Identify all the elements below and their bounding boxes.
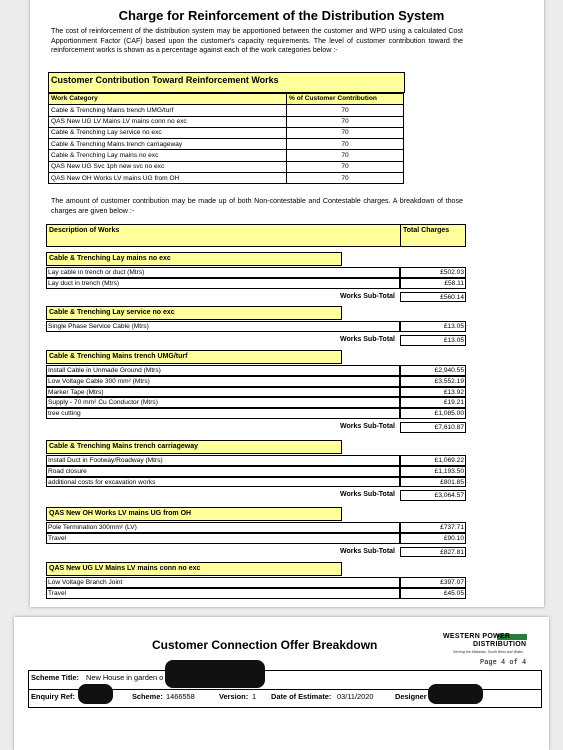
work-item-description: Install Duct in Footway/Roadway (Mtrs): [46, 455, 400, 466]
work-item-description: Install Cable in Unmade Ground (Mtrs): [46, 365, 400, 376]
date-of-estimate-label: Date of Estimate:: [271, 692, 332, 701]
col-work-category: Work Category: [49, 94, 287, 105]
section-title: Cable & Trenching Lay mains no exc: [46, 252, 342, 266]
contribution-row: [49, 150, 404, 161]
work-item-description: Low Voltage Branch Joint: [46, 577, 400, 588]
wpd-logo-line2: DISTRIBUTION: [473, 641, 527, 648]
col-percent-contribution: % of Customer Contribution: [287, 94, 404, 105]
work-item-amount: £13.05: [400, 321, 466, 332]
wpd-logo-tagline: Serving the Midlands, South West and Wales: [453, 650, 524, 654]
contribution-percent: 70: [287, 161, 404, 172]
work-item-amount: £19.21: [400, 397, 466, 408]
work-item-amount: £13.92: [400, 387, 466, 398]
scheme-value: 1466558: [166, 692, 195, 701]
work-item-description: additional costs for excavation works: [46, 477, 400, 488]
contribution-category: Cable & Trenching Mains trench carriageway: [49, 139, 287, 150]
section-title: Cable & Trenching Lay service no exc: [46, 306, 342, 320]
offer-breakdown-title: Customer Connection Offer Breakdown: [152, 638, 378, 652]
contribution-percent: 70: [287, 105, 404, 116]
scheme-title-label: Scheme Title:: [31, 673, 79, 682]
section-title: QAS New UG LV Mains LV mains conn no exc: [46, 562, 342, 576]
work-item-amount: £502.03: [400, 267, 466, 278]
section-title: Cable & Trenching Mains trench carriageway: [46, 440, 342, 454]
document-title: Charge for Reinforcement of the Distribution System: [118, 8, 445, 23]
works-subtotal-value: £7,610.87: [400, 422, 466, 433]
work-item-amount: £45.05: [400, 588, 466, 599]
contribution-row: [49, 139, 404, 150]
work-item-amount: £801.85: [400, 477, 466, 488]
works-subtotal-label: Works Sub-Total: [340, 423, 395, 430]
work-item-description: tree cutting: [46, 408, 400, 419]
works-subtotal-value: £13.05: [400, 335, 466, 346]
contribution-row: [49, 127, 404, 138]
work-item-amount: £3,552.19: [400, 376, 466, 387]
contribution-row: [49, 105, 404, 116]
contribution-category: Cable & Trenching Lay mains no exc: [49, 150, 287, 161]
contribution-table: [48, 93, 404, 184]
works-subtotal-label: Works Sub-Total: [340, 292, 395, 300]
work-item-amount: £1,193.50: [400, 466, 466, 477]
works-subtotal-value: £3,064.57: [400, 490, 466, 501]
works-subtotal-label: Works Sub-Total: [340, 547, 395, 555]
work-item-amount: £397.07: [400, 577, 466, 588]
page-number: Page 4 of 4: [480, 659, 527, 667]
work-item-amount: £90.10: [400, 533, 466, 544]
redaction-mark: [165, 660, 265, 688]
works-subtotal-label: Works Sub-Total: [340, 491, 395, 499]
wpd-logo-line1: WESTERN POWER: [443, 633, 511, 640]
redaction-mark: [428, 684, 483, 704]
section-title: QAS New OH Works LV mains UG from OH: [46, 507, 342, 521]
work-item-amount: £1,069.22: [400, 455, 466, 466]
breakdown-intro: The amount of customer contribution may be made up of both Non-contestable and Contestable charges. A breakdown of those charges are given below :-: [51, 197, 463, 215]
contribution-percent: 70: [287, 127, 404, 138]
works-subtotal-label: Works Sub-Total: [340, 335, 395, 343]
date-of-estimate-value: 03/11/2020: [337, 692, 374, 701]
intro-paragraph: The cost of reinforcement of the distribution system may be apportioned between the customer and WPD using a calculated Cost Apportionment Factor (CAF) based upon the customer's capacity requirements. The level of customer contribution toward the reinforcement works is shown as a percentage against each of the work categories below :-: [51, 27, 463, 55]
scheme-label: Scheme:: [132, 692, 163, 701]
contribution-category: Cable & Trenching Mains trench UMG/turf: [49, 105, 287, 116]
works-subtotal-value: £560.14: [400, 292, 466, 303]
version-value: 1: [252, 692, 257, 701]
work-item-amount: £2,940.55: [400, 365, 466, 376]
contribution-row: [49, 116, 404, 127]
enquiry-ref-label: Enquiry Ref:: [31, 692, 75, 701]
contribution-percent: 70: [287, 150, 404, 161]
contribution-category: QAS New OH Works LV mains UG from OH: [49, 173, 287, 184]
designer-label: Designer: [395, 692, 427, 701]
contribution-percent: 70: [287, 116, 404, 127]
redaction-mark: [78, 684, 113, 704]
work-item-description: Marker Tape (Mtrs): [46, 387, 400, 398]
work-item-description: Travel: [46, 533, 400, 544]
scheme-title-value: New House in garden o: [86, 673, 164, 682]
contribution-table-title: Customer Contribution Toward Reinforcement Works: [48, 72, 405, 93]
work-item-amount: £737.71: [400, 522, 466, 533]
work-item-description: Lay duct in trench (Mtrs): [46, 278, 400, 289]
section-title: Cable & Trenching Mains trench UMG/turf: [46, 350, 342, 364]
works-total-header: Total Charges: [400, 224, 466, 247]
contribution-percent: 70: [287, 139, 404, 150]
contribution-category: Cable & Trenching Lay service no exc: [49, 127, 287, 138]
work-item-amount: £58.11: [400, 278, 466, 289]
work-item-description: Supply - 70 mm² Cu Conductor (Mtrs): [46, 397, 400, 408]
work-item-description: Single Phase Service Cable (Mtrs): [46, 321, 400, 332]
contribution-row: [49, 173, 404, 184]
works-description-header: Description of Works: [46, 224, 401, 247]
work-item-description: Travel: [46, 588, 400, 599]
work-item-amount: £1,085.00: [400, 408, 466, 419]
work-item-description: Pole Termination 300mm² (LV): [46, 522, 400, 533]
work-item-description: Road closure: [46, 466, 400, 477]
works-subtotal-value: £827.81: [400, 547, 466, 558]
contribution-row: [49, 161, 404, 172]
work-item-description: Low Voltage Cable 300 mm² (Mtrs): [46, 376, 400, 387]
version-label: Version:: [219, 692, 249, 701]
contribution-percent: 70: [287, 173, 404, 184]
contribution-category: QAS New UG Svc 1ph new svc no exc: [49, 161, 287, 172]
contribution-category: QAS New UG LV Mains LV mains conn no exc: [49, 116, 287, 127]
work-item-description: Lay cable in trench or duct (Mtrs): [46, 267, 400, 278]
